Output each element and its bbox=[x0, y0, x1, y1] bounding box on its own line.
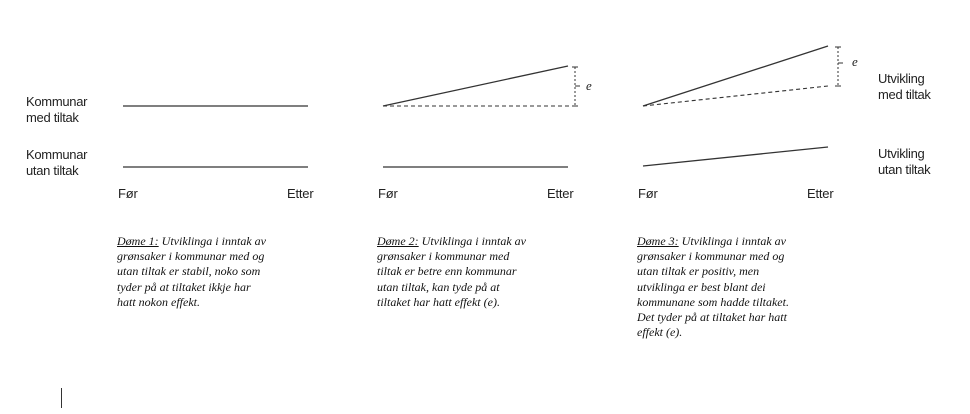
trend-label-with-line2: med tiltak bbox=[878, 87, 931, 102]
panel3-caption-line6: Det tyder på at tiltaket har hatt bbox=[637, 310, 787, 325]
panel2-caption bbox=[377, 234, 592, 310]
panel2-caption-line1: Døme 2: Utviklinga i inntak av bbox=[377, 234, 526, 248]
panel3-caption-head: Døme 3: bbox=[637, 234, 679, 248]
panel1-caption-head: Døme 1: bbox=[117, 234, 159, 248]
panel1-caption bbox=[117, 234, 332, 310]
panel2-caption-head: Døme 2: bbox=[377, 234, 419, 248]
panel2-caption-line2: grønsaker i kommunar med bbox=[377, 249, 510, 264]
panel3-effect-label: e bbox=[852, 54, 858, 69]
panel2-caption-line3: tiltak er betre enn kommunar bbox=[377, 264, 517, 279]
trend-label-with-line1: Utvikling bbox=[878, 71, 925, 86]
panel3-caption-line5: kommunane som hadde tiltaket. bbox=[637, 294, 789, 309]
panel3-axis-before: Før bbox=[638, 186, 658, 201]
row-label-with-line2: med tiltak bbox=[26, 110, 79, 125]
panel3-caption-line1: Døme 3: Utviklinga i inntak av bbox=[637, 234, 786, 248]
panel3-counterfactual-dashed bbox=[643, 86, 828, 106]
panel1-axis-after: Etter bbox=[287, 186, 314, 201]
panel3-caption-line4: utviklinga er best blant dei bbox=[637, 279, 766, 294]
panel1-caption-line4: tyder på at tiltaket ikkje har bbox=[117, 279, 251, 294]
trend-label-without-line2: utan tiltak bbox=[878, 162, 931, 177]
panel3-axis-after: Etter bbox=[807, 186, 834, 201]
panel3-caption-line3: utan tiltak er positiv, men bbox=[637, 264, 760, 279]
row-label-without-line2: utan tiltak bbox=[26, 163, 79, 178]
text-cursor bbox=[61, 388, 62, 408]
panel3-caption-line2: grønsaker i kommunar med og bbox=[637, 249, 785, 264]
panel2-axis-after: Etter bbox=[547, 186, 574, 201]
row-label-without-line1: Kommunar bbox=[26, 147, 88, 162]
panel1-caption-line2: grønsaker i kommunar med og bbox=[117, 249, 265, 264]
panel3-without-measure-line bbox=[643, 147, 828, 166]
panel3-with-measure-line bbox=[643, 46, 828, 106]
panel1-caption-line1: Døme 1: Utviklinga i inntak av bbox=[117, 234, 266, 248]
panel1-caption-line5: hatt nokon effekt. bbox=[117, 294, 200, 309]
panel2-effect-label: e bbox=[586, 78, 592, 93]
panel2-axis-before: Før bbox=[378, 186, 398, 201]
row-label-with-line1: Kommunar bbox=[26, 94, 88, 109]
panel3-caption bbox=[637, 234, 852, 340]
trend-label-without-line1: Utvikling bbox=[878, 146, 925, 161]
panel2-caption-line4: utan tiltak, kan tyde på at bbox=[377, 279, 500, 294]
panel1-axis-before: Før bbox=[118, 186, 138, 201]
panel2-with-measure-line bbox=[383, 66, 568, 106]
panel1-caption-line3: utan tiltak er stabil, noko som bbox=[117, 264, 261, 279]
panel3-caption-line7: effekt (e). bbox=[637, 325, 683, 340]
panel2-caption-line5: tiltaket har hatt effekt (e). bbox=[377, 294, 500, 309]
